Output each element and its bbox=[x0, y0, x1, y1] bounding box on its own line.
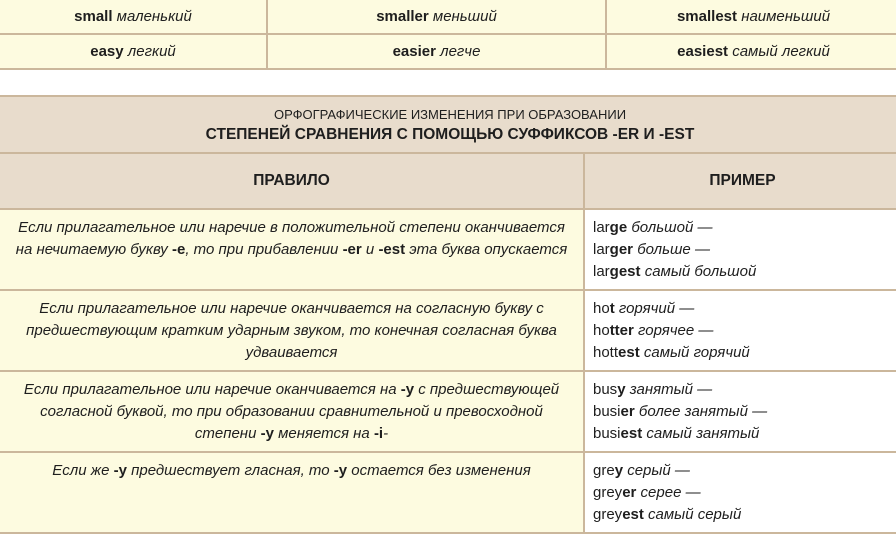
example-translation: серый — bbox=[627, 462, 690, 479]
rule-row bbox=[0, 452, 896, 533]
translation: наименьший bbox=[741, 8, 831, 25]
example-line bbox=[593, 423, 894, 445]
rule-suffix: -y bbox=[260, 425, 274, 442]
word: easy bbox=[90, 43, 124, 60]
example-line bbox=[593, 460, 894, 482]
spelling-rules-table bbox=[0, 95, 896, 534]
example-suffix: er bbox=[622, 484, 637, 501]
example-translation: самый занятый bbox=[646, 425, 760, 442]
example-suffix: y bbox=[614, 462, 624, 479]
example-translation: горячий — bbox=[618, 300, 695, 317]
rule-fragment: , то при прибавлении bbox=[185, 241, 343, 258]
example-suffix: t bbox=[609, 300, 615, 317]
translation: меньший bbox=[432, 8, 497, 25]
example-translation: самый большой bbox=[644, 263, 757, 280]
example-cell bbox=[584, 209, 896, 290]
rule-text bbox=[0, 452, 584, 533]
degree-cell bbox=[267, 34, 606, 69]
rule-suffix: -e bbox=[171, 241, 186, 258]
rule-suffix: -y bbox=[400, 381, 415, 398]
table-row bbox=[0, 0, 896, 34]
degree-cell bbox=[0, 0, 267, 34]
example-stem: grey bbox=[593, 484, 623, 501]
rule-fragment: с предшествующей согласной буквой, то при образовании сравнительной и превосходной степени bbox=[40, 381, 560, 442]
translation: самый легкий bbox=[732, 43, 830, 60]
rule-fragment: Если прилагательное или наречие оканчивается на согласную букву с предшествующим кратким ударным звуком, то конечная согласная буква удваивается bbox=[26, 300, 557, 361]
example-stem: busi bbox=[593, 403, 621, 420]
degree-cell bbox=[267, 0, 606, 34]
rule-text bbox=[0, 290, 584, 371]
example-suffix: est bbox=[618, 344, 640, 361]
word: small bbox=[74, 8, 113, 25]
header-example: ПРИМЕР bbox=[584, 153, 896, 209]
example-line bbox=[593, 320, 894, 342]
rule-fragment: и bbox=[361, 241, 379, 258]
example-stem: bus bbox=[593, 381, 618, 398]
example-translation: большой — bbox=[631, 219, 713, 236]
example-stem: gre bbox=[593, 462, 615, 479]
header-rule: ПРАВИЛО bbox=[0, 153, 584, 209]
rule-text bbox=[0, 371, 584, 452]
table-row bbox=[0, 34, 896, 69]
example-suffix: gest bbox=[609, 263, 641, 280]
rule-row bbox=[0, 209, 896, 290]
example-suffix: er bbox=[620, 403, 635, 420]
caption-line-1: ОРФОГРАФИЧЕСКИЕ ИЗМЕНЕНИЯ ПРИ ОБРАЗОВАНИИ bbox=[273, 106, 627, 122]
word: smallest bbox=[676, 8, 738, 25]
example-stem: grey bbox=[593, 506, 623, 523]
rule-fragment: эта буква опускается bbox=[405, 241, 568, 258]
example-translation: самый горячий bbox=[643, 344, 750, 361]
caption-line-2: СТЕПЕНЕЙ СРАВНЕНИЯ С ПОМОЩЬЮ СУФФИКСОВ -ER И -EST bbox=[205, 125, 695, 143]
example-translation: горячее — bbox=[638, 322, 714, 339]
example-line bbox=[593, 482, 894, 504]
example-translation: более занятый — bbox=[638, 403, 768, 420]
rule-fragment: остается без изменения bbox=[347, 462, 531, 479]
degrees-table bbox=[0, 0, 896, 70]
rule-fragment: Если прилагательное или наречие оканчивается на bbox=[23, 381, 401, 398]
rule-suffix: -er bbox=[342, 241, 362, 258]
rule-fragment: Если же bbox=[52, 462, 114, 479]
degree-cell bbox=[606, 34, 896, 69]
word: smaller bbox=[376, 8, 429, 25]
rule-suffix: -est bbox=[378, 241, 406, 258]
example-stem: hott bbox=[593, 344, 619, 361]
example-translation: занятый — bbox=[629, 381, 713, 398]
translation: легче bbox=[440, 43, 481, 60]
example-suffix: ger bbox=[609, 241, 634, 258]
rule-fragment: Если прилагательное или наречие в положительной степени оканчивается на нечитаемую букву bbox=[15, 219, 565, 258]
example-line bbox=[593, 298, 894, 320]
word: easier bbox=[392, 43, 436, 60]
example-stem: ho bbox=[593, 322, 610, 339]
example-suffix: ge bbox=[609, 219, 628, 236]
example-translation: серее — bbox=[640, 484, 701, 501]
example-stem: lar bbox=[593, 241, 610, 258]
table-caption bbox=[0, 96, 896, 153]
translation: маленький bbox=[116, 8, 192, 25]
rule-fragment: - bbox=[383, 425, 389, 442]
example-line bbox=[593, 239, 894, 261]
example-line bbox=[593, 342, 894, 364]
example-stem: busi bbox=[593, 425, 621, 442]
example-cell bbox=[584, 371, 896, 452]
example-cell bbox=[584, 290, 896, 371]
rule-row bbox=[0, 371, 896, 452]
rule-suffix: -y bbox=[113, 462, 127, 479]
example-line bbox=[593, 217, 894, 239]
rule-suffix: -y bbox=[333, 462, 348, 479]
example-stem: lar bbox=[593, 263, 610, 280]
example-suffix: y bbox=[617, 381, 626, 398]
example-stem: ho bbox=[593, 300, 610, 317]
rule-fragment: меняется на bbox=[273, 425, 374, 442]
degree-cell bbox=[0, 34, 267, 69]
example-cell bbox=[584, 452, 896, 533]
rule-fragment: предшествует гласная, то bbox=[126, 462, 334, 479]
example-line bbox=[593, 261, 894, 283]
example-line bbox=[593, 504, 894, 526]
example-suffix: tter bbox=[609, 322, 634, 339]
example-line bbox=[593, 379, 894, 401]
example-translation: больше — bbox=[637, 241, 710, 258]
rule-suffix: -i bbox=[373, 425, 384, 442]
rule-row bbox=[0, 290, 896, 371]
example-suffix: est bbox=[622, 506, 644, 523]
example-stem: lar bbox=[593, 219, 610, 236]
example-line bbox=[593, 401, 894, 423]
degree-cell bbox=[606, 0, 896, 34]
word: easiest bbox=[677, 43, 729, 60]
example-translation: самый серый bbox=[648, 506, 742, 523]
rule-text bbox=[0, 209, 584, 290]
example-suffix: est bbox=[620, 425, 643, 442]
translation: легкий bbox=[127, 43, 176, 60]
